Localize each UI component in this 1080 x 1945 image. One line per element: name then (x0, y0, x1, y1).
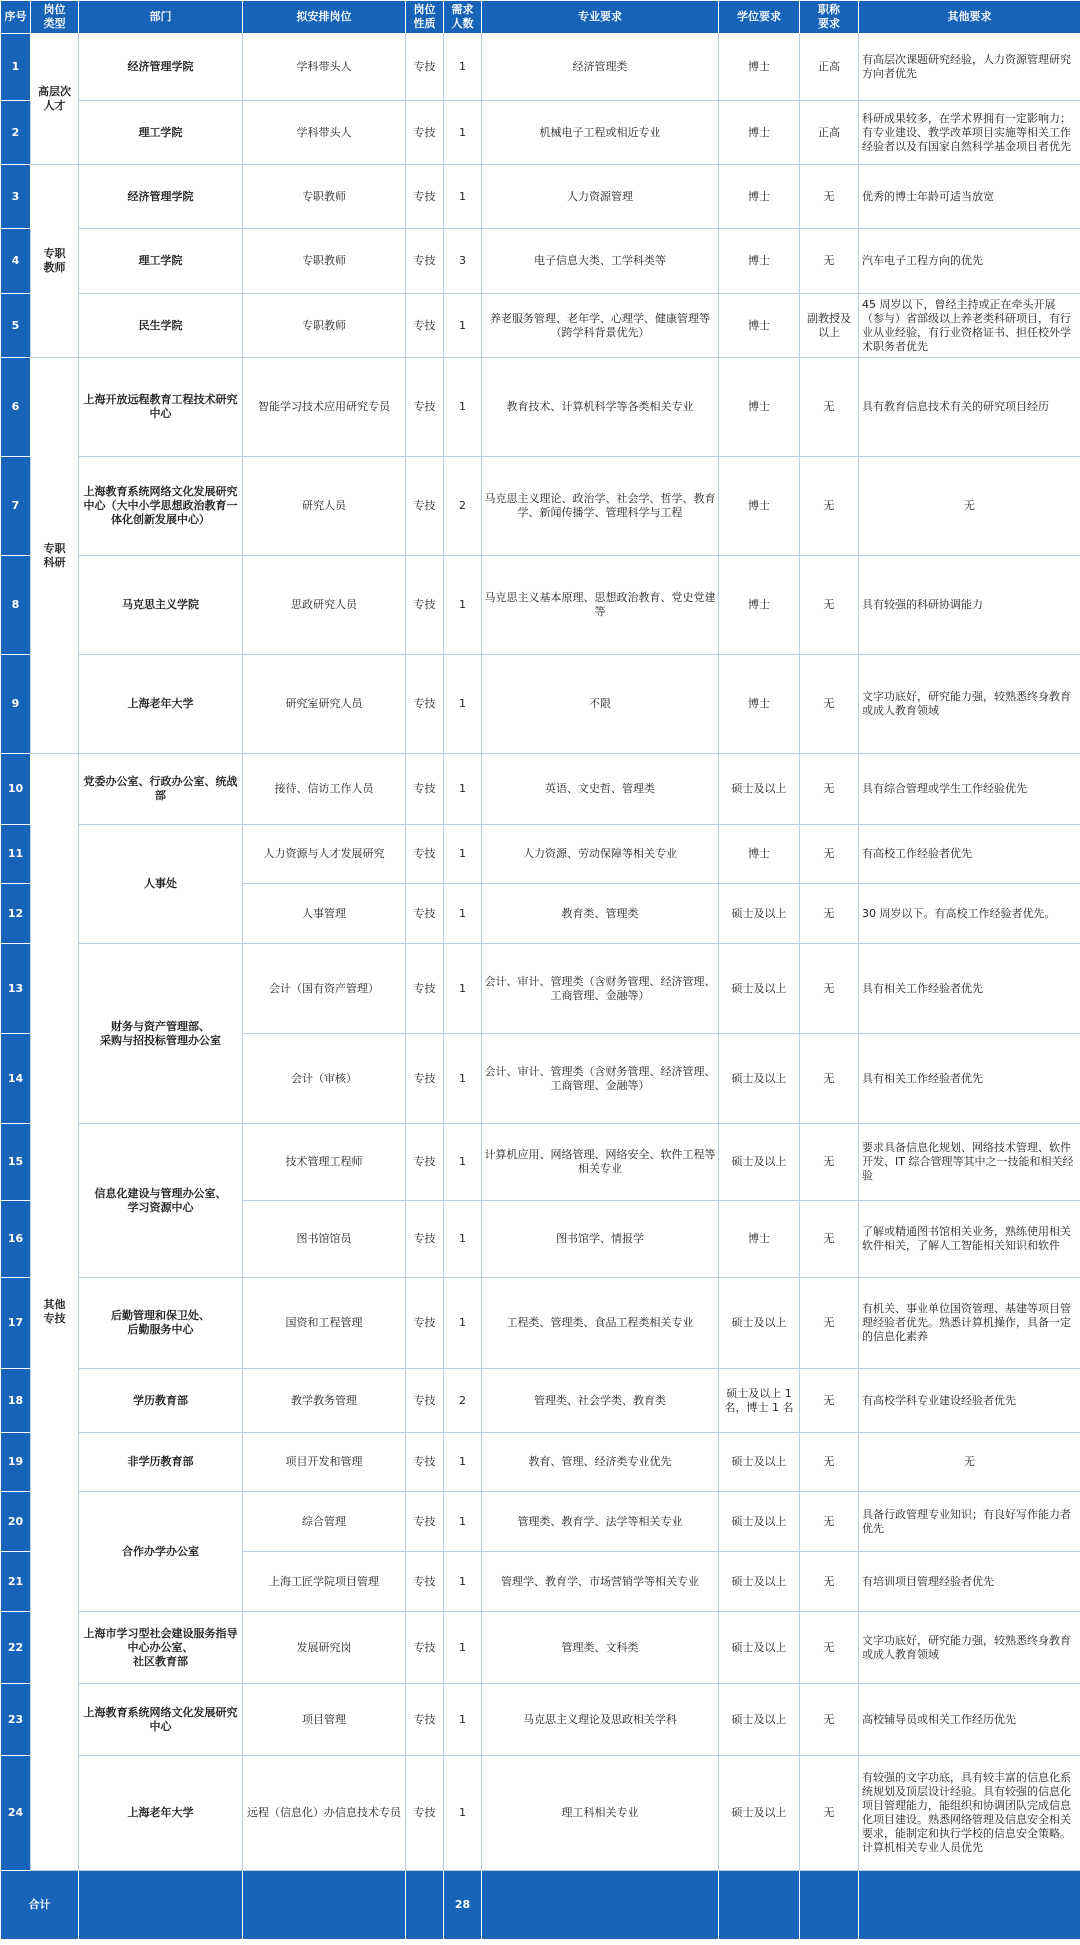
count-cell: 1 (444, 1552, 482, 1612)
nature-cell: 专技 (406, 1369, 444, 1433)
major-cell: 教育、管理、经济类专业优先 (482, 1433, 719, 1492)
count-cell: 2 (444, 1369, 482, 1433)
post-cell: 研究人员 (243, 457, 406, 556)
table-row (1, 1492, 1080, 1552)
other-cell: 有高校工作经验者优先 (859, 825, 1080, 884)
header-department: 部门 (79, 1, 243, 34)
post-cell: 综合管理 (243, 1492, 406, 1552)
table-row (1, 358, 1080, 457)
nature-cell: 专技 (406, 1201, 444, 1278)
count-cell: 1 (444, 884, 482, 944)
nature-cell: 专技 (406, 358, 444, 457)
major-cell: 管理学、教育学、市场营销学等相关专业 (482, 1552, 719, 1612)
table-row (1, 1433, 1080, 1492)
degree-cell: 博士 (719, 101, 800, 165)
total-row (1, 1871, 1080, 1940)
other-cell: 高校辅导员或相关工作经历优先 (859, 1684, 1080, 1756)
department-cell: 财务与资产管理部、 采购与招投标管理办公室 (79, 944, 243, 1124)
other-cell: 有培训项目管理经验者优先 (859, 1552, 1080, 1612)
department-cell: 理工学院 (79, 101, 243, 165)
row-number: 20 (1, 1492, 31, 1552)
row-number: 21 (1, 1552, 31, 1612)
nature-cell: 专技 (406, 34, 444, 101)
table-row (1, 1612, 1080, 1684)
other-cell: 无 (859, 1433, 1080, 1492)
title-cell: 无 (800, 825, 859, 884)
department-cell: 马克思主义学院 (79, 556, 243, 655)
total-label: 合计 (1, 1871, 79, 1940)
other-cell: 具有较强的科研协调能力 (859, 556, 1080, 655)
post-cell: 专职教师 (243, 294, 406, 358)
header-nature: 岗位 性质 (406, 1, 444, 34)
title-cell: 无 (800, 1552, 859, 1612)
count-cell: 1 (444, 1124, 482, 1201)
other-cell: 具有教育信息技术有关的研究项目经历 (859, 358, 1080, 457)
count-cell: 1 (444, 1034, 482, 1124)
total-count: 28 (444, 1871, 482, 1940)
count-cell: 1 (444, 754, 482, 825)
post-cell: 思政研究人员 (243, 556, 406, 655)
major-cell: 机械电子工程或相近专业 (482, 101, 719, 165)
post-cell: 发展研究岗 (243, 1612, 406, 1684)
nature-cell: 专技 (406, 294, 444, 358)
degree-cell: 博士 (719, 457, 800, 556)
total-empty-cell (243, 1871, 406, 1940)
major-cell: 教育类、管理类 (482, 884, 719, 944)
title-cell: 无 (800, 1433, 859, 1492)
other-cell: 具有相关工作经验者优先 (859, 1034, 1080, 1124)
degree-cell: 博士 (719, 34, 800, 101)
other-cell: 文字功底好，研究能力强，较熟悉终身教育或成人教育领域 (859, 655, 1080, 754)
title-cell: 无 (800, 229, 859, 294)
degree-cell: 硕士及以上 (719, 1552, 800, 1612)
table-row (1, 229, 1080, 294)
table-row (1, 944, 1080, 1034)
post-cell: 项目开发和管理 (243, 1433, 406, 1492)
header-title: 职称 要求 (800, 1, 859, 34)
other-cell: 30 周岁以下。有高校工作经验者优先。 (859, 884, 1080, 944)
department-cell: 上海老年大学 (79, 1756, 243, 1871)
title-cell: 无 (800, 944, 859, 1034)
post-cell: 人事管理 (243, 884, 406, 944)
title-cell: 无 (800, 1492, 859, 1552)
nature-cell: 专技 (406, 1756, 444, 1871)
other-cell: 具有相关工作经验者优先 (859, 944, 1080, 1034)
header-other: 其他要求 (859, 1, 1080, 34)
nature-cell: 专技 (406, 165, 444, 229)
title-cell: 无 (800, 1756, 859, 1871)
degree-cell: 硕士及以上 (719, 1756, 800, 1871)
title-cell: 无 (800, 884, 859, 944)
major-cell: 会计、审计、管理类（含财务管理、经济管理、工商管理、金融等） (482, 1034, 719, 1124)
post-cell: 学科带头人 (243, 34, 406, 101)
title-cell: 无 (800, 1612, 859, 1684)
count-cell: 1 (444, 556, 482, 655)
count-cell: 1 (444, 1756, 482, 1871)
other-cell: 有高校学科专业建设经验者优先 (859, 1369, 1080, 1433)
row-number: 7 (1, 457, 31, 556)
row-number: 8 (1, 556, 31, 655)
title-cell: 无 (800, 556, 859, 655)
row-number: 13 (1, 944, 31, 1034)
header-degree: 学位要求 (719, 1, 800, 34)
department-cell: 民生学院 (79, 294, 243, 358)
post-cell: 图书馆馆员 (243, 1201, 406, 1278)
row-number: 12 (1, 884, 31, 944)
row-number: 23 (1, 1684, 31, 1756)
nature-cell: 专技 (406, 1684, 444, 1756)
count-cell: 1 (444, 34, 482, 101)
degree-cell: 硕士及以上 (719, 1124, 800, 1201)
department-cell: 理工学院 (79, 229, 243, 294)
other-cell: 有较强的文字功底，具有较丰富的信息化系统规划及顶层设计经验。具有较强的信息化项目管理能力，能组织和协调团队完成信息化项目建设。熟悉网络管理及信息安全相关要求，能制定和执行学校的信息安全策略。计算机相关专业人员优先 (859, 1756, 1080, 1871)
other-cell: 要求具备信息化规划、网络技术管理、软件开发、IT 综合管理等其中之一技能和相关经验 (859, 1124, 1080, 1201)
major-cell: 马克思主义基本原理、思想政治教育、党史党建等 (482, 556, 719, 655)
row-number: 9 (1, 655, 31, 754)
row-number: 19 (1, 1433, 31, 1492)
major-cell: 理工科相关专业 (482, 1756, 719, 1871)
category-cell: 高层次 人才 (31, 34, 79, 165)
table-row (1, 1369, 1080, 1433)
table-row (1, 825, 1080, 884)
post-cell: 学科带头人 (243, 101, 406, 165)
category-cell: 专职 教师 (31, 165, 79, 358)
header-major: 专业要求 (482, 1, 719, 34)
title-cell: 无 (800, 1369, 859, 1433)
nature-cell: 专技 (406, 1492, 444, 1552)
header-category: 岗位 类型 (31, 1, 79, 34)
major-cell: 图书馆学、情报学 (482, 1201, 719, 1278)
title-cell: 无 (800, 1278, 859, 1369)
table-row (1, 754, 1080, 825)
count-cell: 1 (444, 1612, 482, 1684)
degree-cell: 硕士及以上 (719, 1034, 800, 1124)
count-cell: 1 (444, 1433, 482, 1492)
title-cell: 无 (800, 655, 859, 754)
other-cell: 有高层次课题研究经验，人力资源管理研究方向者优先 (859, 34, 1080, 101)
degree-cell: 硕士及以上 (719, 884, 800, 944)
table-row (1, 457, 1080, 556)
row-number: 3 (1, 165, 31, 229)
department-cell: 合作办学办公室 (79, 1492, 243, 1612)
count-cell: 1 (444, 825, 482, 884)
row-number: 11 (1, 825, 31, 884)
degree-cell: 硕士及以上 (719, 1684, 800, 1756)
title-cell: 正高 (800, 34, 859, 101)
degree-cell: 博士 (719, 165, 800, 229)
post-cell: 研究室研究人员 (243, 655, 406, 754)
row-number: 16 (1, 1201, 31, 1278)
department-cell: 上海市学习型社会建设服务指导中心办公室、 社区教育部 (79, 1612, 243, 1684)
row-number: 14 (1, 1034, 31, 1124)
other-cell: 优秀的博士年龄可适当放宽 (859, 165, 1080, 229)
post-cell: 上海工匠学院项目管理 (243, 1552, 406, 1612)
title-cell: 副教授及以上 (800, 294, 859, 358)
degree-cell: 博士 (719, 655, 800, 754)
nature-cell: 专技 (406, 457, 444, 556)
category-cell: 专职 科研 (31, 358, 79, 754)
row-number: 22 (1, 1612, 31, 1684)
post-cell: 教学教务管理 (243, 1369, 406, 1433)
header-post: 拟安排岗位 (243, 1, 406, 34)
department-cell: 非学历教育部 (79, 1433, 243, 1492)
title-cell: 无 (800, 1034, 859, 1124)
nature-cell: 专技 (406, 1552, 444, 1612)
degree-cell: 博士 (719, 358, 800, 457)
row-number: 1 (1, 34, 31, 101)
degree-cell: 博士 (719, 556, 800, 655)
major-cell: 英语、文史哲、管理类 (482, 754, 719, 825)
nature-cell: 专技 (406, 1034, 444, 1124)
department-cell: 上海开放远程教育工程技术研究中心 (79, 358, 243, 457)
table-row (1, 1684, 1080, 1756)
post-cell: 项目管理 (243, 1684, 406, 1756)
nature-cell: 专技 (406, 101, 444, 165)
degree-cell: 博士 (719, 1201, 800, 1278)
nature-cell: 专技 (406, 754, 444, 825)
major-cell: 工程类、管理类、食品工程类相关专业 (482, 1278, 719, 1369)
count-cell: 1 (444, 1278, 482, 1369)
table-row (1, 1278, 1080, 1369)
title-cell: 无 (800, 457, 859, 556)
degree-cell: 硕士及以上 (719, 1433, 800, 1492)
major-cell: 管理类、教育学、法学等相关专业 (482, 1492, 719, 1552)
other-cell: 科研成果较多，在学术界拥有一定影响力；有专业建设、教学改革项目实施等相关工作经验者以及有国家自然科学基金项目者优先 (859, 101, 1080, 165)
major-cell: 管理类、文科类 (482, 1612, 719, 1684)
department-cell: 后勤管理和保卫处、 后勤服务中心 (79, 1278, 243, 1369)
table-row (1, 655, 1080, 754)
nature-cell: 专技 (406, 884, 444, 944)
department-cell: 经济管理学院 (79, 165, 243, 229)
table-row (1, 1756, 1080, 1871)
nature-cell: 专技 (406, 1278, 444, 1369)
nature-cell: 专技 (406, 1124, 444, 1201)
row-number: 17 (1, 1278, 31, 1369)
department-cell: 上海老年大学 (79, 655, 243, 754)
table-row (1, 165, 1080, 229)
title-cell: 无 (800, 754, 859, 825)
count-cell: 1 (444, 655, 482, 754)
row-number: 4 (1, 229, 31, 294)
nature-cell: 专技 (406, 825, 444, 884)
other-cell: 文字功底好，研究能力强，较熟悉终身教育或成人教育领域 (859, 1612, 1080, 1684)
degree-cell: 硕士及以上 (719, 754, 800, 825)
degree-cell: 博士 (719, 825, 800, 884)
category-cell: 其他 专技 (31, 754, 79, 1871)
post-cell: 远程（信息化）办信息技术专员 (243, 1756, 406, 1871)
other-cell: 45 周岁以下，曾经主持或正在牵头开展（参与）省部级以上养老类科研项目，有行业从业经验，有行业资格证书、担任校外学术职务者优先 (859, 294, 1080, 358)
table-row (1, 101, 1080, 165)
header-no: 序号 (1, 1, 31, 34)
major-cell: 管理类、社会学类、教育类 (482, 1369, 719, 1433)
count-cell: 1 (444, 358, 482, 457)
count-cell: 1 (444, 1684, 482, 1756)
department-cell: 党委办公室、行政办公室、统战部 (79, 754, 243, 825)
header-row (1, 1, 1080, 34)
major-cell: 马克思主义理论、政治学、社会学、哲学、教育学、新闻传播学、管理科学与工程 (482, 457, 719, 556)
total-empty-cell (406, 1871, 444, 1940)
title-cell: 无 (800, 1124, 859, 1201)
nature-cell: 专技 (406, 556, 444, 655)
nature-cell: 专技 (406, 1433, 444, 1492)
post-cell: 会计（审核） (243, 1034, 406, 1124)
count-cell: 1 (444, 1201, 482, 1278)
title-cell: 正高 (800, 101, 859, 165)
other-cell: 汽车电子工程方向的优先 (859, 229, 1080, 294)
nature-cell: 专技 (406, 655, 444, 754)
other-cell: 具有综合管理或学生工作经验优先 (859, 754, 1080, 825)
row-number: 15 (1, 1124, 31, 1201)
post-cell: 会计（国有资产管理） (243, 944, 406, 1034)
table-row (1, 556, 1080, 655)
other-cell: 有机关、事业单位国资管理、基建等项目管理经验者优先。熟悉计算机操作，具备一定的信息化素养 (859, 1278, 1080, 1369)
department-cell: 学历教育部 (79, 1369, 243, 1433)
total-empty-cell (859, 1871, 1080, 1940)
count-cell: 1 (444, 1492, 482, 1552)
post-cell: 智能学习技术应用研究专员 (243, 358, 406, 457)
degree-cell: 硕士及以上 (719, 1612, 800, 1684)
major-cell: 不限 (482, 655, 719, 754)
header-count: 需求 人数 (444, 1, 482, 34)
degree-cell: 硕士及以上 (719, 1278, 800, 1369)
row-number: 2 (1, 101, 31, 165)
other-cell: 了解或精通图书馆相关业务，熟练使用相关软件相关，了解人工智能相关知识和软件 (859, 1201, 1080, 1278)
total-empty-cell (79, 1871, 243, 1940)
major-cell: 马克思主义理论及思政相关学科 (482, 1684, 719, 1756)
title-cell: 无 (800, 165, 859, 229)
degree-cell: 博士 (719, 294, 800, 358)
major-cell: 人力资源、劳动保障等相关专业 (482, 825, 719, 884)
major-cell: 会计、审计、管理类（含财务管理、经济管理、工商管理、金融等） (482, 944, 719, 1034)
row-number: 5 (1, 294, 31, 358)
major-cell: 人力资源管理 (482, 165, 719, 229)
table-row (1, 294, 1080, 358)
department-cell: 上海教育系统网络文化发展研究中心（大中小学思想政治教育一体化创新发展中心） (79, 457, 243, 556)
post-cell: 技术管理工程师 (243, 1124, 406, 1201)
count-cell: 3 (444, 229, 482, 294)
total-empty-cell (719, 1871, 800, 1940)
degree-cell: 博士 (719, 229, 800, 294)
title-cell: 无 (800, 1684, 859, 1756)
count-cell: 1 (444, 944, 482, 1034)
row-number: 24 (1, 1756, 31, 1871)
title-cell: 无 (800, 358, 859, 457)
count-cell: 2 (444, 457, 482, 556)
total-empty-cell (482, 1871, 719, 1940)
row-number: 18 (1, 1369, 31, 1433)
degree-cell: 硕士及以上 1 名，博士 1 名 (719, 1369, 800, 1433)
major-cell: 经济管理类 (482, 34, 719, 101)
nature-cell: 专技 (406, 229, 444, 294)
count-cell: 1 (444, 101, 482, 165)
row-number: 10 (1, 754, 31, 825)
major-cell: 电子信息大类、工学科类等 (482, 229, 719, 294)
post-cell: 人力资源与人才发展研究 (243, 825, 406, 884)
major-cell: 计算机应用、网络管理、网络安全、软件工程等相关专业 (482, 1124, 719, 1201)
post-cell: 接待、信访工作人员 (243, 754, 406, 825)
major-cell: 养老服务管理、老年学、心理学、健康管理等（跨学科背景优先） (482, 294, 719, 358)
other-cell: 无 (859, 457, 1080, 556)
nature-cell: 专技 (406, 1612, 444, 1684)
major-cell: 教育技术、计算机科学等各类相关专业 (482, 358, 719, 457)
degree-cell: 硕士及以上 (719, 944, 800, 1034)
table-row (1, 1124, 1080, 1201)
degree-cell: 硕士及以上 (719, 1492, 800, 1552)
post-cell: 国资和工程管理 (243, 1278, 406, 1369)
department-cell: 人事处 (79, 825, 243, 944)
department-cell: 信息化建设与管理办公室、 学习资源中心 (79, 1124, 243, 1278)
department-cell: 经济管理学院 (79, 34, 243, 101)
table-row (1, 34, 1080, 101)
title-cell: 无 (800, 1201, 859, 1278)
row-number: 6 (1, 358, 31, 457)
count-cell: 1 (444, 165, 482, 229)
department-cell: 上海教育系统网络文化发展研究中心 (79, 1684, 243, 1756)
other-cell: 具备行政管理专业知识；有良好写作能力者优先 (859, 1492, 1080, 1552)
total-empty-cell (800, 1871, 859, 1940)
count-cell: 1 (444, 294, 482, 358)
post-cell: 专职教师 (243, 165, 406, 229)
post-cell: 专职教师 (243, 229, 406, 294)
nature-cell: 专技 (406, 944, 444, 1034)
